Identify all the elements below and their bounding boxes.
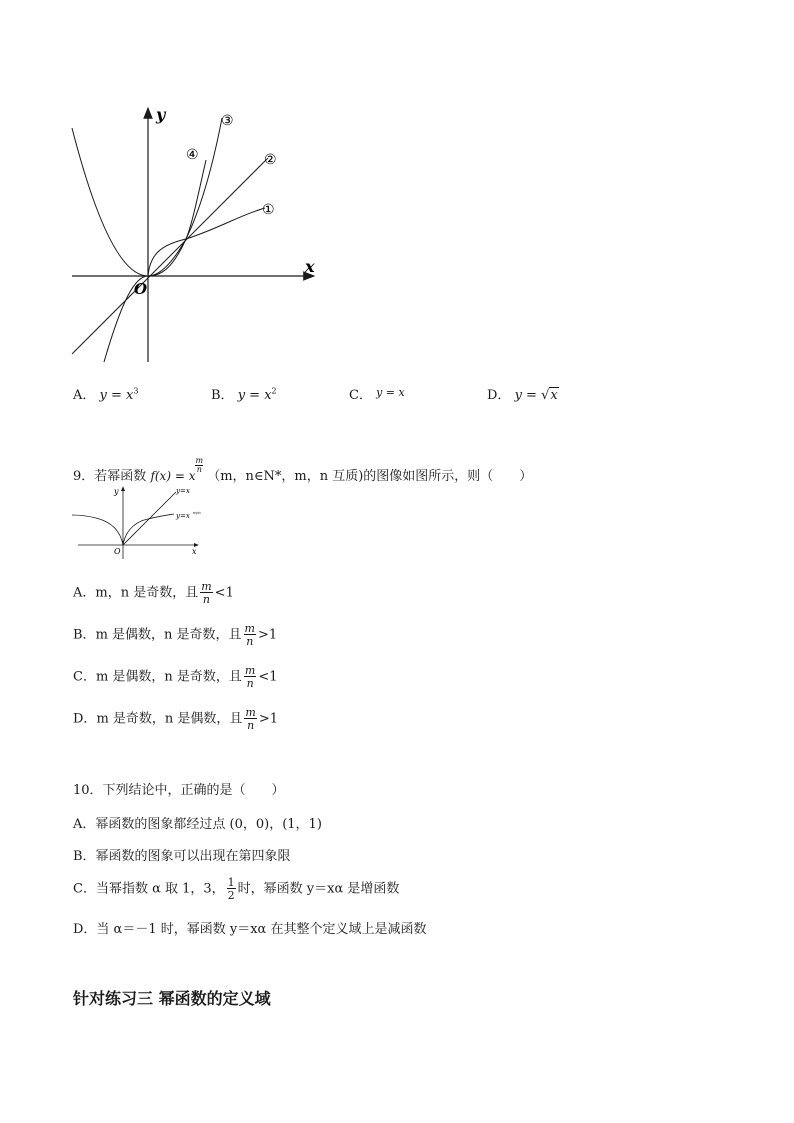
option-letter: A． xyxy=(73,585,96,601)
q9-graph xyxy=(68,483,208,561)
question-number: 9． xyxy=(73,469,95,484)
curve-right xyxy=(123,514,174,545)
q8-option-a[interactable] xyxy=(73,384,138,403)
option-letter: B． xyxy=(211,388,234,403)
curve-left xyxy=(72,515,123,545)
q8-option-b[interactable] xyxy=(211,384,277,403)
q9-option-d[interactable] xyxy=(73,707,278,731)
function-expr: f(x) = x xyxy=(150,469,196,483)
curve-label: y=x xyxy=(176,512,190,520)
q10-option-b[interactable]: B．幂函数的图象可以出现在第四象限 xyxy=(73,849,291,864)
exponent: 3 xyxy=(133,386,139,396)
option-text-pre: C．当幂指数 α 取 1，3， xyxy=(73,881,225,897)
y-axis-label: y xyxy=(114,487,119,496)
exponent-fraction: $\frac{m}{n}$ xyxy=(195,456,204,474)
q9-option-a[interactable] xyxy=(73,581,234,605)
option-expr: y = xyxy=(514,388,542,403)
option-letter: B． xyxy=(73,627,96,643)
section-title: 针对练习三 幂函数的定义域 xyxy=(73,989,271,1008)
relation: >1 xyxy=(258,711,279,727)
curve-label-exponent: m/n xyxy=(193,510,201,515)
relation: >1 xyxy=(257,627,278,643)
q8-option-d[interactable] xyxy=(487,384,559,403)
option-text-post: 时，幂函数 y＝xα 是增函数 xyxy=(237,881,400,897)
origin-label: O xyxy=(134,280,148,298)
option-letter: D． xyxy=(73,711,97,727)
relation: <1 xyxy=(258,669,278,685)
square-right-curve xyxy=(186,160,206,239)
option-text: m 是偶数，n 是奇数，且 xyxy=(95,669,242,685)
option-expr: y = x xyxy=(237,388,272,403)
option-letter: D． xyxy=(487,388,511,403)
power-functions-graph xyxy=(60,100,340,370)
origin-label: O xyxy=(114,547,121,556)
curve-label-2: ② xyxy=(264,152,277,168)
option-text: m，n 是奇数，且 xyxy=(95,585,199,601)
exponent: 2 xyxy=(271,386,277,396)
option-expr: y = x xyxy=(376,386,405,399)
q9-option-b[interactable] xyxy=(73,623,277,647)
option-letter: A． xyxy=(73,388,96,403)
q10-stem: 10．下列结论中，正确的是（ ） xyxy=(73,783,285,798)
option-expr: y = x xyxy=(99,388,134,403)
fraction: $\frac{m}{n}$ xyxy=(201,580,212,606)
x-axis-label: x xyxy=(305,257,315,276)
fraction: $\frac{m}{n}$ xyxy=(245,706,256,732)
x-axis-label: x xyxy=(192,547,197,556)
option-text: m 是偶数，n 是奇数，且 xyxy=(95,627,242,643)
fraction: $\frac{m}{n}$ xyxy=(244,622,255,648)
relation: <1 xyxy=(214,585,234,601)
curve-label-1: ① xyxy=(262,202,275,218)
question-prefix: 若幂函数 xyxy=(94,469,147,484)
sqrt-radicand: x xyxy=(550,388,558,403)
curve-label-4: ④ xyxy=(186,147,199,163)
cubic-curve xyxy=(104,118,222,362)
q9-stem xyxy=(73,457,532,484)
q10-option-c[interactable] xyxy=(73,877,399,901)
parabola-curve xyxy=(72,128,186,276)
option-letter: C． xyxy=(73,669,96,685)
q9-option-c[interactable] xyxy=(73,665,278,689)
y-axis-label: y xyxy=(156,105,166,124)
q10-option-a[interactable]: A．幂函数的图象都经过点 (0，0)，(1，1) xyxy=(73,817,322,832)
curve-label-3: ③ xyxy=(221,113,234,129)
option-text: m 是奇数，n 是偶数，且 xyxy=(96,711,243,727)
fraction: $\frac{1}{2}$ xyxy=(227,876,235,902)
q10-option-d[interactable]: D．当 α＝－1 时，幂函数 y＝xα 在其整个定义域上是减函数 xyxy=(73,922,427,937)
line-label: y=x xyxy=(176,487,190,495)
sqrt-icon: √ xyxy=(541,388,550,403)
question-condition: （m，n∈N*，m，n 互质)的图像如图所示，则（ ） xyxy=(207,469,533,484)
option-letter: C． xyxy=(349,388,372,403)
fraction: $\frac{m}{n}$ xyxy=(244,664,256,690)
sqrt-curve xyxy=(148,208,265,276)
line-curve xyxy=(72,158,268,354)
q8-option-c[interactable] xyxy=(349,384,405,403)
